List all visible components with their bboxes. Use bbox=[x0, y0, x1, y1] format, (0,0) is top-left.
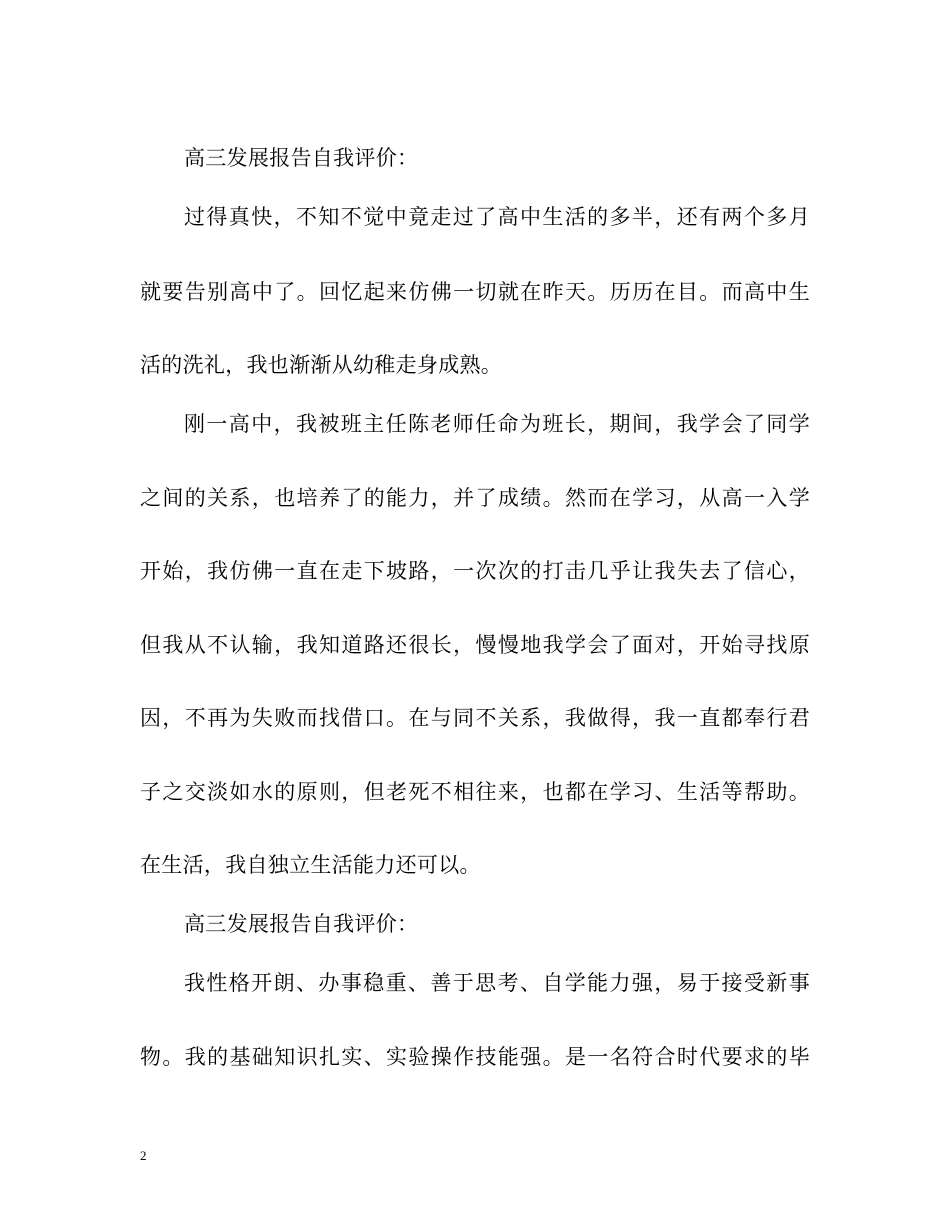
paragraph-line: 物。我的基础知识扎实、实验操作技能强。是一名符合时代要求的毕 bbox=[140, 1045, 810, 1069]
page-number: 2 bbox=[140, 1148, 147, 1163]
section-heading: 高三发展报告自我评价： bbox=[184, 146, 419, 170]
paragraph-line: 开始，我仿佛一直在走下坡路，一次次的打击几乎让我失去了信心， bbox=[140, 559, 810, 583]
paragraph-line: 但我从不认输，我知道路还很长，慢慢地我学会了面对，开始寻找原 bbox=[140, 633, 810, 657]
paragraph-line: 活的洗礼，我也渐渐从幼稚走身成熟。 bbox=[140, 353, 503, 377]
paragraph-line: 过得真快，不知不觉中竟走过了高中生活的多半，还有两个多月 bbox=[184, 205, 810, 229]
section-heading: 高三发展报告自我评价： bbox=[184, 912, 419, 936]
paragraph-line: 因，不再为失败而找借口。在与同不关系，我做得，我一直都奉行君 bbox=[140, 706, 810, 730]
paragraph-line: 我性格开朗、办事稳重、善于思考、自学能力强，易于接受新事 bbox=[184, 971, 810, 995]
paragraph-line: 刚一高中，我被班主任陈老师任命为班长，期间，我学会了同学 bbox=[184, 412, 810, 436]
paragraph-line: 就要告别高中了。回忆起来仿佛一切就在昨天。历历在目。而高中生 bbox=[140, 280, 810, 304]
paragraph-line: 子之交淡如水的原则，但老死不相往来，也都在学习、生活等帮助。 bbox=[140, 780, 810, 804]
paragraph-line: 在生活，我自独立生活能力还可以。 bbox=[140, 853, 481, 877]
paragraph-line: 之间的关系，也培养了的能力，并了成绩。然而在学习，从高一入学 bbox=[140, 486, 810, 510]
